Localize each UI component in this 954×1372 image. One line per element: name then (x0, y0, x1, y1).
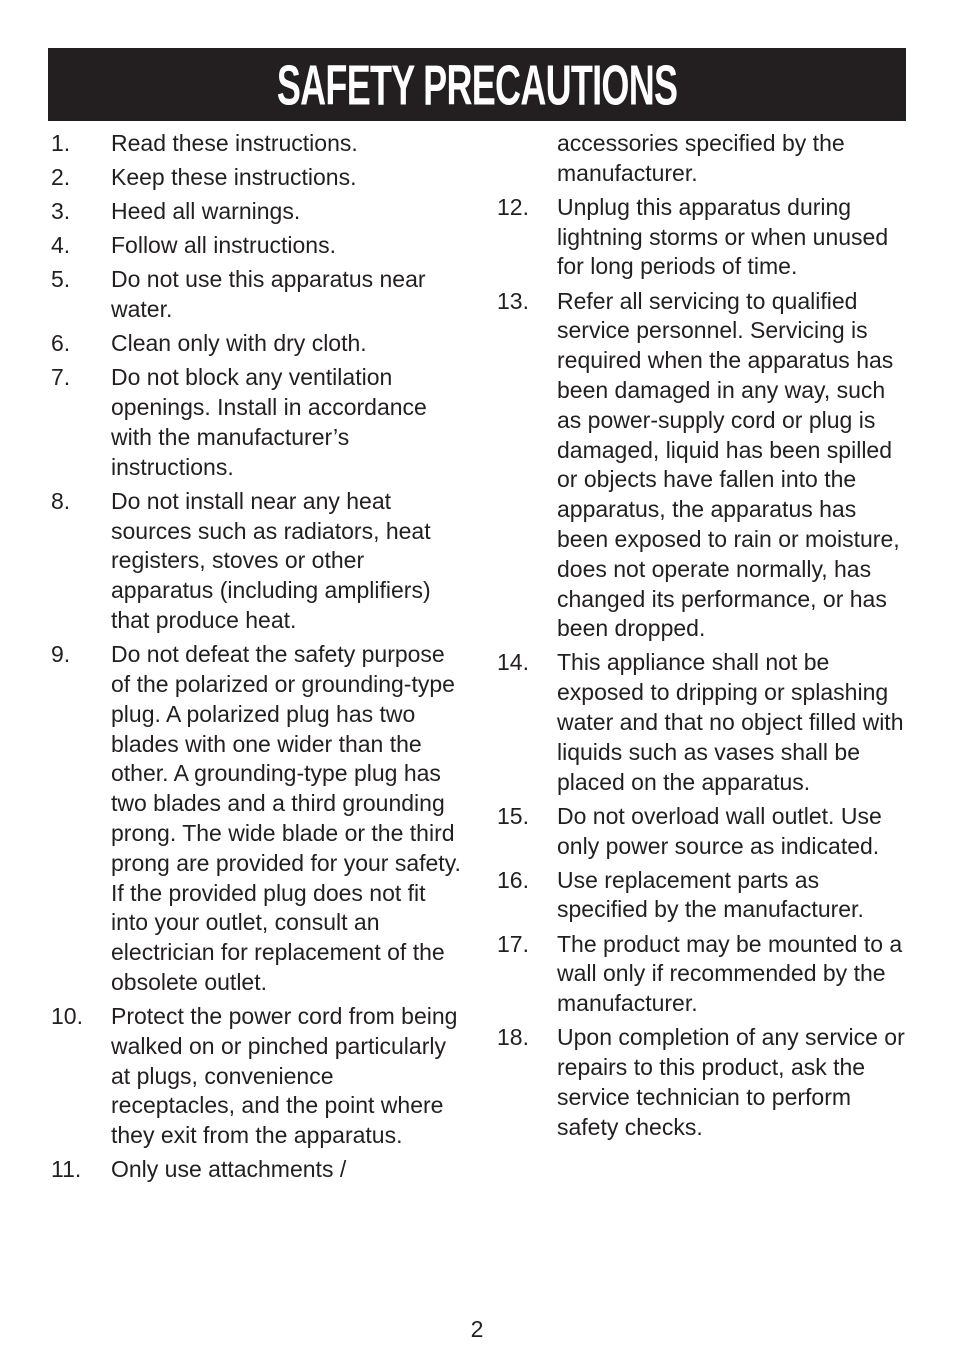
item-text: This appliance shall not be exposed to dripping or splashing water and that no object filled with liquids such as vases shall be placed on the apparatus. (557, 649, 904, 795)
item-number: 14. (497, 649, 529, 676)
item-text: Protect the power cord from being walked on or pinched particularly at plugs, convenience receptacles, and the point where they exit from the apparatus. (111, 1002, 458, 1149)
title-banner (48, 48, 906, 121)
item-text: Heed all warnings. (111, 198, 301, 225)
item-number: 4. (51, 232, 71, 259)
item-text: Upon completion of any service or repairs to this product, ask the service technician to perform safety checks. (557, 1024, 905, 1140)
item-number: 9. (51, 641, 71, 668)
list-item (497, 287, 909, 645)
item-number: 6. (51, 330, 71, 357)
item-text: Refer all servicing to qualified service personnel. Servicing is required when the apparatus has been damaged in any way, such as power-supply cord or plug is damaged, liquid has been spilled or objects have fallen into the apparatus, the apparatus has been exposed to rain or moisture, does not operate normally, has changed its performance, or has been dropped. (557, 287, 900, 642)
item-number: 13. (497, 287, 529, 314)
item-text: Unplug this apparatus during lightning storms or when unused for long periods of time. (557, 193, 889, 280)
item-text: Do not overload wall outlet. Use only power source as indicated. (557, 802, 882, 859)
item-number: 18. (497, 1024, 529, 1051)
item-number: 15. (497, 802, 529, 829)
item-text: Follow all instructions. (111, 232, 336, 259)
right-column (497, 129, 909, 1147)
list-item (497, 802, 909, 862)
list-item (51, 1002, 461, 1151)
list-item (51, 329, 461, 359)
item-number: 2. (51, 164, 71, 191)
page-number: 2 (470, 1316, 484, 1342)
list-item (51, 640, 461, 998)
item-number: 3. (51, 198, 71, 225)
item-number: 8. (51, 487, 71, 514)
list-item (497, 930, 909, 1019)
item-text: Do not use this apparatus near water. (111, 266, 426, 323)
item-text: Clean only with dry cloth. (111, 330, 367, 357)
item-text: Use replacement parts as specified by the manufacturer. (557, 866, 864, 923)
list-item (51, 197, 461, 227)
item-text: The product may be mounted to a wall only if recommended by the manufacturer. (557, 930, 903, 1017)
item-text: Keep these instructions. (111, 164, 357, 191)
item-number: 7. (51, 364, 71, 391)
item-number: 5. (51, 266, 71, 293)
list-item (497, 648, 909, 797)
item-text: Only use attachments / (111, 1156, 347, 1183)
item-text: Read these instructions. (111, 130, 358, 156)
list-item (51, 163, 461, 193)
list-item (51, 487, 461, 636)
page-title: SAFETY PRECAUTIONS (276, 52, 678, 117)
item-continuation-text: accessories specified by the manufacturer. (557, 130, 845, 186)
list-item (497, 193, 909, 282)
item-text: Do not block any ventilation openings. Install in accordance with the manufacturer’s instructions. (111, 364, 427, 480)
list-item (51, 265, 461, 325)
list-item (497, 1023, 909, 1142)
list-item (51, 129, 461, 159)
list-item (51, 363, 461, 482)
item-number: 17. (497, 930, 529, 957)
left-column (51, 129, 461, 1189)
item-number: 16. (497, 866, 529, 893)
list-item (51, 1155, 461, 1185)
item-number: 1. (51, 130, 71, 156)
item-number: 12. (497, 193, 529, 220)
item-text: Do not install near any heat sources such as radiators, heat registers, stoves or other apparatus (including amplifiers) that produce heat. (111, 487, 431, 634)
item-number: 10. (51, 1002, 83, 1029)
list-item (497, 866, 909, 926)
item-text: Do not defeat the safety purpose of the polarized or grounding-type plug. A polarized plug has two blades with one wider than the other. A grounding-type plug has two blades and a third grounding prong. The wide blade or the third prong are provided for your safety. If the provided plug does not fit into your outlet, consult an electrician for replacement of the obsolete outlet. (111, 641, 461, 995)
item-number: 11. (51, 1156, 82, 1183)
list-item (51, 231, 461, 261)
